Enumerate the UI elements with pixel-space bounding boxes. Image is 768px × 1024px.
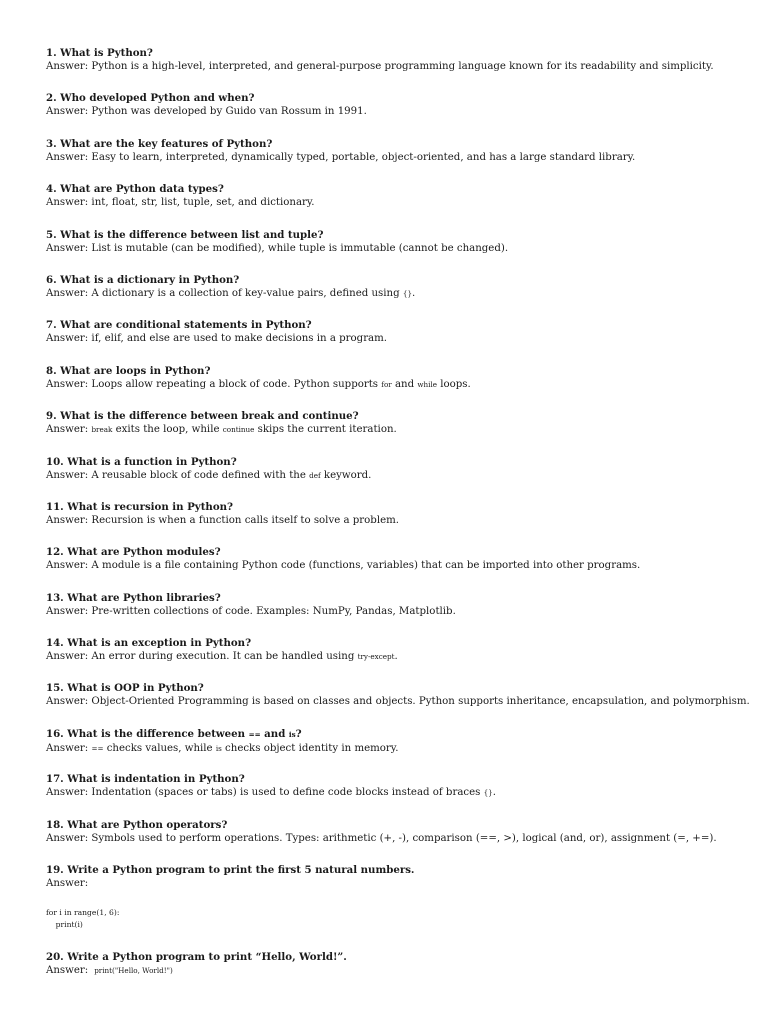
qa-list: [46, 46, 750, 863]
qa-item-3: [46, 137, 746, 182]
inline-code: try-except: [357, 652, 395, 662]
code-block-19: [46, 907, 746, 931]
question-text: ?: [295, 727, 302, 740]
question-text: 11. What is recursion in Python?: [46, 500, 233, 513]
inline-code: while: [417, 379, 437, 389]
answer-text: Answer: Symbols used to perform operations. Types: arithmetic (+, -), comparison (==, >), logical (and, or), assignment (=, +=).: [46, 832, 717, 844]
qa-item-9: [46, 409, 746, 454]
answer-9: [46, 423, 746, 437]
qa-item-12: [46, 545, 746, 590]
qa-item-10: [46, 455, 746, 500]
answer-4: [46, 196, 746, 210]
question-text: 4. What are Python data types?: [46, 183, 224, 196]
inline-code: for: [381, 379, 392, 389]
inline-code: is: [215, 743, 222, 753]
qa-item-18: [46, 818, 746, 863]
answer-text: Answer: Recursion is when a function calls itself to solve a problem.: [46, 514, 400, 526]
question-text: and: [260, 727, 289, 740]
inline-code: {}: [402, 288, 413, 298]
question-12: [46, 545, 746, 559]
question-6: [46, 273, 746, 287]
question-7: [46, 318, 746, 332]
qa-item-14: [46, 636, 746, 681]
inline-code: def: [309, 470, 321, 480]
question-14: [46, 636, 746, 650]
inline-code: continue: [222, 425, 255, 435]
question-1: [46, 46, 746, 60]
qa-item-5: [46, 228, 746, 273]
inline-code: break: [91, 425, 113, 435]
answer-text: Answer:: [46, 742, 92, 754]
question-4: [46, 182, 746, 196]
qa-item-7: [46, 318, 746, 363]
question-text: 3. What are the key features of Python?: [46, 137, 273, 150]
inline-code: ==: [91, 743, 104, 753]
code-line-1: for i in range(1, 6):: [46, 908, 120, 918]
answer-20: [46, 964, 746, 978]
qa-item-19: [46, 863, 746, 950]
qa-item-13: [46, 591, 746, 636]
question-5: [46, 228, 746, 242]
question-text: 6. What is a dictionary in Python?: [46, 273, 240, 286]
qa-item-17: [46, 772, 746, 817]
question-20: 20. Write a Python program to print “Hello, World!”.: [46, 951, 347, 964]
question-15: [46, 681, 746, 695]
answer-1: [46, 60, 746, 74]
answer-17: [46, 786, 746, 800]
question-16: [46, 727, 746, 742]
answer-text: .: [394, 651, 398, 663]
answer-text: Answer: Pre-written collections of code. Examples: NumPy, Pandas, Matplotlib.: [46, 605, 456, 617]
answer-text: Answer: int, float, str, list, tuple, set, and dictionary.: [46, 197, 315, 209]
answer-text: skips the current iteration.: [254, 424, 397, 436]
answer-2: [46, 105, 746, 119]
answer-text: exits the loop, while: [112, 424, 223, 436]
answer-11: [46, 514, 746, 528]
answer-text: Answer: List is mutable (can be modified), while tuple is immutable (cannot be changed).: [46, 242, 509, 254]
question-text: 16. What is the difference between: [46, 727, 249, 740]
question-text: 17. What is indentation in Python?: [46, 773, 245, 786]
answer-label-19: Answer:: [46, 878, 89, 890]
answer-7: [46, 332, 746, 346]
answer-14: [46, 650, 746, 664]
inline-code: ==: [248, 729, 261, 739]
question-text: 14. What is an exception in Python?: [46, 637, 252, 650]
qa-item-1: [46, 46, 746, 91]
inline-code: print("Hello, World!"): [94, 966, 173, 976]
answer-text: and: [391, 378, 418, 390]
question-text: 7. What are conditional statements in Python?: [46, 319, 312, 332]
answer-15: [46, 695, 750, 709]
inline-code: {}: [483, 788, 493, 798]
answer-10: [46, 469, 746, 483]
question-text: 10. What is a function in Python?: [46, 455, 237, 468]
answer-18: [46, 832, 746, 846]
question-18: [46, 818, 746, 832]
question-text: 9. What is the difference between break and continue?: [46, 410, 359, 423]
qa-item-2: [46, 91, 746, 136]
answer-text: Answer: Object-Oriented Programming is based on classes and objects. Python supports inheritance, encapsulation, and polymorphism.: [46, 696, 750, 708]
answer-text: Answer: Indentation (spaces or tabs) is used to define code blocks instead of braces: [46, 787, 484, 799]
answer-text: loops.: [437, 378, 471, 390]
question-2: [46, 91, 746, 105]
answer-8: [46, 378, 746, 392]
answer-text: Answer: Python is a high-level, interpreted, and general-purpose programming language known for its readability and simplicity.: [46, 61, 714, 72]
question-19: 19. Write a Python program to print the first 5 natural numbers.: [46, 864, 415, 877]
answer-text: Answer: if, elif, and else are used to make decisions in a program.: [46, 333, 388, 345]
answer-5: [46, 242, 746, 256]
question-text: 5. What is the difference between list and tuple?: [46, 228, 324, 241]
code-line-2: print(i): [46, 920, 83, 930]
answer-text: Answer: A reusable block of code defined with the: [46, 469, 310, 481]
qa-item-15: [46, 681, 750, 726]
answer-label-20: Answer:: [46, 965, 89, 977]
inline-code: is: [288, 729, 296, 739]
question-13: [46, 591, 746, 605]
qa-item-8: [46, 364, 746, 409]
answer-text: .: [412, 287, 416, 299]
answer-13: [46, 605, 746, 619]
question-text: 13. What are Python libraries?: [46, 591, 221, 604]
document-page: [46, 46, 750, 995]
qa-item-20: [46, 950, 746, 995]
answer-text: Answer: Python was developed by Guido van Rossum in 1991.: [46, 106, 367, 118]
question-8: [46, 364, 746, 378]
answer-6: [46, 287, 746, 301]
question-9: [46, 409, 746, 423]
answer-text: Answer: Loops allow repeating a block of code. Python supports: [46, 378, 382, 390]
qa-item-16: [46, 727, 746, 772]
question-11: [46, 500, 746, 514]
answer-12: [46, 559, 746, 573]
answer-text: Answer: Easy to learn, interpreted, dynamically typed, portable, object-oriented, and has a large standard library.: [46, 151, 636, 163]
answer-text: keyword.: [320, 469, 372, 481]
qa-item-4: [46, 182, 746, 227]
question-text: 8. What are loops in Python?: [46, 364, 211, 377]
answer-text: .: [492, 787, 497, 799]
qa-item-11: [46, 500, 746, 545]
question-text: 12. What are Python modules?: [46, 546, 221, 559]
qa-item-6: [46, 273, 746, 318]
question-text: 1. What is Python?: [46, 47, 153, 59]
answer-text: Answer:: [46, 424, 92, 436]
answer-text: Answer: A dictionary is a collection of key-value pairs, defined using: [46, 287, 403, 299]
answer-16: [46, 742, 746, 756]
question-text: 15. What is OOP in Python?: [46, 682, 204, 695]
answer-text: checks object identity in memory.: [221, 742, 399, 754]
question-10: [46, 455, 746, 469]
question-text: 18. What are Python operators?: [46, 818, 228, 831]
answer-text: Answer: A module is a file containing Python code (functions, variables) that can be imported into other programs.: [46, 560, 641, 572]
answer-text: Answer: An error during execution. It can be handled using: [46, 651, 358, 663]
question-text: 2. Who developed Python and when?: [46, 92, 255, 105]
question-3: [46, 137, 746, 151]
answer-3: [46, 151, 746, 165]
question-17: [46, 772, 746, 786]
answer-text: checks values, while: [103, 742, 216, 754]
